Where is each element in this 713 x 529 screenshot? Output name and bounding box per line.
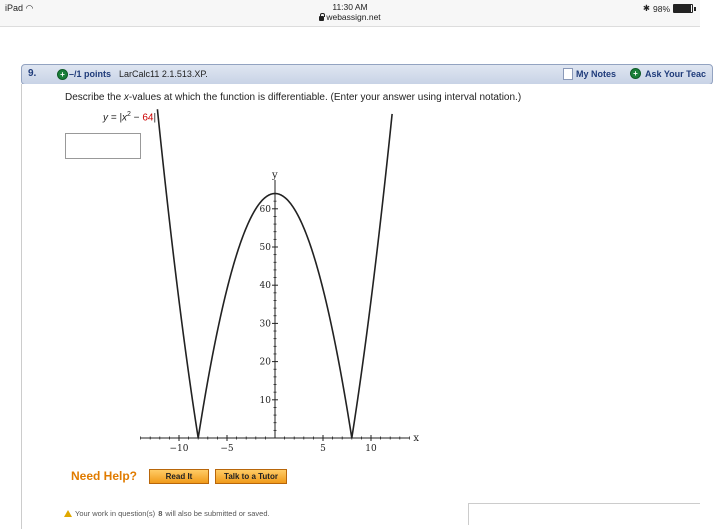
footer-pre: Your work in question(s) <box>75 509 156 518</box>
warning-icon <box>64 510 72 517</box>
prompt-var: x <box>123 92 129 103</box>
url-line[interactable] <box>0 12 700 22</box>
x-tick-label: −5 <box>220 444 234 454</box>
ask-plus-icon: + <box>630 68 641 79</box>
status-divider <box>0 26 700 27</box>
prompt-post: -values at which the function is differentiable. (Enter your answer using interval notation.) <box>128 92 522 103</box>
x-tick-label: 10 <box>365 444 377 454</box>
x-tick-label: 5 <box>320 444 326 454</box>
y-tick-label: 50 <box>259 243 271 253</box>
graph-axes <box>141 180 410 438</box>
my-notes-button[interactable] <box>563 68 616 80</box>
ask-teacher-label: Ask Your Teac <box>645 68 707 79</box>
footer-count: 8 <box>158 509 163 518</box>
question-header <box>21 64 713 85</box>
wifi-icon: ◠ <box>25 3 34 13</box>
clock: 11:30 AM <box>332 2 368 12</box>
lock-icon <box>319 16 324 21</box>
y-tick-label: 60 <box>259 204 271 215</box>
eq-lhs: y = |x <box>103 112 127 124</box>
eq-constant: 64 <box>142 112 154 124</box>
prompt-pre: Describe the <box>65 92 124 103</box>
battery-percent: 98% <box>652 3 670 14</box>
status-center <box>0 2 700 22</box>
url-text[interactable]: webassign.net <box>326 12 381 22</box>
note-icon <box>563 68 573 80</box>
bluetooth-icon: ✱ <box>642 3 650 13</box>
eq-exp: 2 <box>127 111 131 118</box>
y-tick-label: 10 <box>259 395 271 406</box>
ask-teacher-button[interactable] <box>630 68 706 79</box>
answer-input[interactable] <box>65 133 141 159</box>
status-bar <box>0 0 700 26</box>
my-notes-label: My Notes <box>576 69 617 79</box>
y-tick-label: 20 <box>259 357 271 368</box>
battery-nub <box>694 7 696 11</box>
function-graph <box>140 170 420 460</box>
eq-end: | <box>153 112 157 124</box>
footer-separator <box>468 503 469 525</box>
talk-to-tutor-button[interactable]: Talk to a Tutor <box>215 469 287 484</box>
question-prompt <box>65 92 521 103</box>
footer-rule <box>468 503 700 504</box>
question-number: 9. <box>28 68 37 79</box>
y-tick-label: 40 <box>259 281 271 292</box>
need-help-label: Need Help? <box>71 469 138 483</box>
expand-plus-icon[interactable]: + <box>57 69 68 80</box>
x-tick-label: −10 <box>169 444 189 454</box>
y-tick-label: 30 <box>259 319 271 330</box>
function-equation <box>103 111 156 123</box>
question-points: –/1 points <box>69 69 112 79</box>
y-axis-label: y <box>272 170 278 181</box>
x-axis-label: x <box>413 433 420 444</box>
battery-icon <box>673 4 693 13</box>
device-name: iPad <box>5 3 24 13</box>
read-it-button[interactable]: Read It <box>149 469 209 484</box>
footer-post: will also be submitted or saved. <box>165 509 270 518</box>
status-right <box>643 3 696 14</box>
eq-mid: − <box>130 112 143 124</box>
footer-note <box>64 509 270 518</box>
question-id: LarCalc11 2.1.513.XP. <box>119 69 208 79</box>
